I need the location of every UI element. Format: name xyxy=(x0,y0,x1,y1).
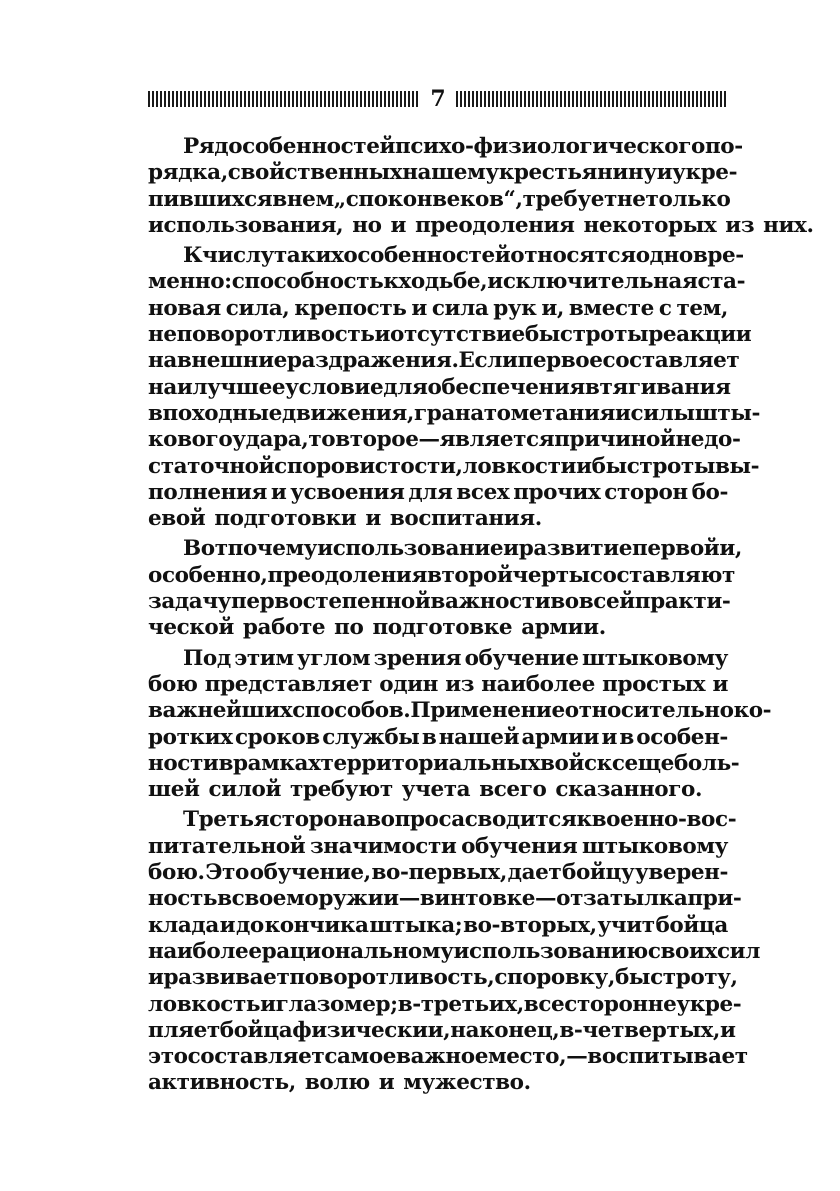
text-line: питательной значимости обучения штыковому xyxy=(148,833,728,859)
text-line: бою. Это обучение, во-первых, дает бойцу уверен- xyxy=(148,860,728,886)
text-line: и развивает поворотливость, споровку, быстроту, xyxy=(148,965,738,991)
text-line: в походные движения, гранатометания и силы шты- xyxy=(148,400,761,426)
text-line: активность, волю и мужество. xyxy=(148,1070,531,1096)
text-line: наиболее рациональному использованию своих сил xyxy=(148,938,760,964)
text-line: новая сила, крепость и сила рук и, вместе с тем, xyxy=(148,295,728,321)
text-line: статочной споровистости, ловкости и быстроты вы- xyxy=(148,453,760,479)
text-line: К числу таких особенностей относятся одновре- xyxy=(183,243,744,269)
paragraph xyxy=(148,536,742,641)
text-line: пляет бойца физически и, наконец, в-четвертых, и xyxy=(148,1017,736,1043)
text-line: клада и до кончика штыка; во-вторых, учит бойца xyxy=(148,912,728,938)
text-line: менно: способность к ходьбе, исключительная ста- xyxy=(148,269,746,295)
page-number: 7 xyxy=(430,86,446,112)
text-line: наилучшее условие для обеспечения втягивания xyxy=(148,374,731,400)
text-line: ловкость и глазомер; в-третьих, всесторонне укре- xyxy=(148,991,742,1017)
text-line: шей силой требуют учета всего сказанного. xyxy=(148,777,703,803)
text-line: задачу первостепенной важности во всей практи- xyxy=(148,589,731,615)
text-line: Вот почему использование и развитие первой и, xyxy=(183,536,742,562)
text-line: Под этим углом зрения обучение штыковому xyxy=(183,645,728,671)
text-line: это составляет самое важное место, — воспитывает xyxy=(148,1044,748,1070)
text-line: евой подготовки и воспитания. xyxy=(148,506,542,532)
header-rule-right xyxy=(456,91,728,107)
text-line: важнейших способов. Применение относительно ко- xyxy=(148,698,772,724)
text-line: Третья сторона вопроса сводится к военно-вос- xyxy=(183,807,737,833)
text-line: ческой работе по подготовке армии. xyxy=(148,615,606,641)
header-rule-left xyxy=(148,91,420,107)
text-line: кового удара, то второе—является причиной недо- xyxy=(148,427,741,453)
paragraph xyxy=(148,134,814,239)
text-line: неповоротливость и отсутствие быстроты реакции xyxy=(148,322,752,348)
text-line: на внешние раздражения. Если первое составляет xyxy=(148,348,740,374)
body-text xyxy=(148,134,814,1101)
paragraph xyxy=(148,807,760,1096)
text-line: полнения и усвоения для всех прочих сторон бо- xyxy=(148,479,728,505)
text-line: Ряд особенностей психо-физиологического по- xyxy=(183,134,743,159)
text-line: ность в своем оружии—винтовке—от затылка при- xyxy=(148,886,742,912)
page-header xyxy=(148,86,728,112)
paragraph xyxy=(148,645,772,804)
text-line: особенно, преодоления второй черты составляют xyxy=(148,562,735,588)
paragraph xyxy=(148,243,761,532)
text-line: ротких сроков службы в нашей армии и в особен- xyxy=(148,724,728,750)
text-line: бою представляет один из наиболее простых и xyxy=(148,671,728,697)
text-line: использования, но и преодоления некоторых из них. xyxy=(148,212,814,238)
text-line: ности в рамках территориальных войск с еще боль- xyxy=(148,750,740,776)
text-line: пившихся в нем „спокон веков“, требует не только xyxy=(148,186,731,212)
text-line: рядка, свойственных нашему крестьянину и укре- xyxy=(148,160,738,186)
